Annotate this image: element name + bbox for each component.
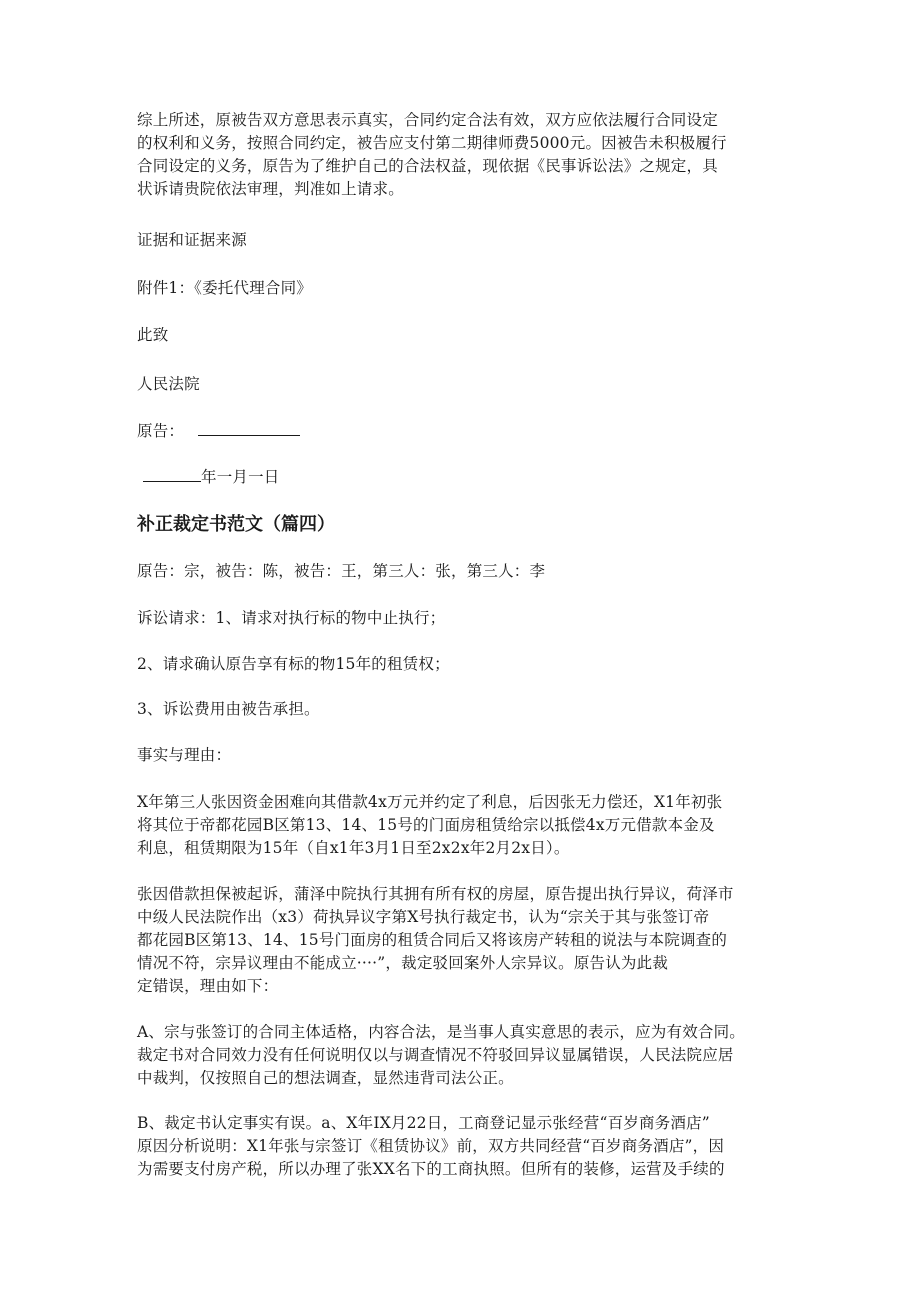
attachment-line: 附件1：《委托代理合同》: [137, 279, 313, 297]
year-blank: [143, 467, 201, 482]
claim-item: 3、诉讼费用由被告承担。: [137, 700, 320, 718]
text-line: 综上所述，原被告双方意思表示真实，合同约定合法有效，双方应依法履行合同设定: [137, 111, 718, 129]
signature-blank: [198, 421, 300, 436]
facts-heading: 事实与理由：: [137, 746, 232, 764]
text-line: 合同设定的义务，原告为了维护自己的合法权益，现依据《民事诉讼法》之规定，具: [137, 157, 718, 175]
text-line: 的权利和义务，按照合同约定，被告应支付第二期律师费5000元。因被告未积极履行: [137, 134, 727, 152]
facts-paragraph-4: [137, 1112, 787, 1181]
evidence-heading: 证据和证据来源: [137, 231, 247, 249]
text-line: 原因分析说明：X1年张与宗签订《租赁协议》前，双方共同经营“百岁商务酒店”，因: [137, 1137, 725, 1155]
summary-paragraph: [137, 109, 787, 201]
claim-item: 2、请求确认原告享有标的物15年的租赁权；: [137, 655, 450, 673]
text-line: 状诉请贵院依法审理，判准如上请求。: [137, 180, 404, 198]
text-line: X年第三人张因资金困难向其借款4x万元并约定了利息，后因张无力偿还，X1年初张: [137, 793, 723, 811]
section-title: 补正裁定书范文（篇四）: [137, 514, 335, 535]
plaintiff-signature-line: [137, 420, 300, 443]
text-line: 裁定书对合同效力没有任何说明仅以与调查情况不符驳回异议显属错误，人民法院应居: [137, 1046, 734, 1064]
date-text: 年一月一日: [201, 468, 280, 486]
text-line: A、宗与张签订的合同主体适格，内容合法，是当事人真实意思的表示，应为有效合同。: [137, 1023, 745, 1041]
text-line: 为需要支付房产税，所以办理了张XX名下的工商执照。但所有的装修，运营及手续的: [137, 1160, 725, 1178]
plaintiff-label: 原告：: [137, 422, 185, 440]
text-line: B、裁定书认定事实有误。a、X年IX月22日，工商登记显示张经营“百岁商务酒店”: [137, 1114, 710, 1132]
text-line: 利息，租赁期限为15年（自x1年3月1日至2x2x年2月2x日）。: [137, 839, 570, 857]
parties-line: 原告：宗，被告：陈，被告：王，第三人：张，第三人：李: [137, 562, 546, 580]
text-line: 都花园B区第13、14、15号门面房的租赁合同后又将该房产转租的说法与本院调查的: [137, 931, 728, 949]
date-line: [143, 466, 280, 489]
text-line: 将其位于帝都花园B区第13、14、15号的门面房租赁给宗以抵偿4x万元借款本金及: [137, 816, 715, 834]
claim-item: 诉讼请求：1、请求对执行标的物中止执行；: [137, 609, 446, 627]
facts-paragraph-3: [137, 1021, 787, 1090]
text-line: 情况不符，宗异议理由不能成立····”，裁定驳回案外人宗异议。原告认为此裁: [137, 954, 669, 972]
facts-paragraph-1: [137, 791, 787, 860]
court-addressee: 人民法院: [137, 375, 200, 393]
text-line: 定错误，理由如下：: [137, 977, 279, 995]
text-line: 张因借款担保被起诉，蒲泽中院执行其拥有所有权的房屋，原告提出执行异议，荷泽市: [137, 885, 734, 903]
closing-salutation: 此致: [137, 326, 169, 344]
facts-paragraph-2: [137, 883, 787, 998]
text-line: 中裁判，仅按照自己的想法调查，显然违背司法公正。: [137, 1069, 514, 1087]
text-line: 中级人民法院作出（x3）荷执异议字第X号执行裁定书，认为“宗关于其与张签订帝: [137, 908, 710, 926]
